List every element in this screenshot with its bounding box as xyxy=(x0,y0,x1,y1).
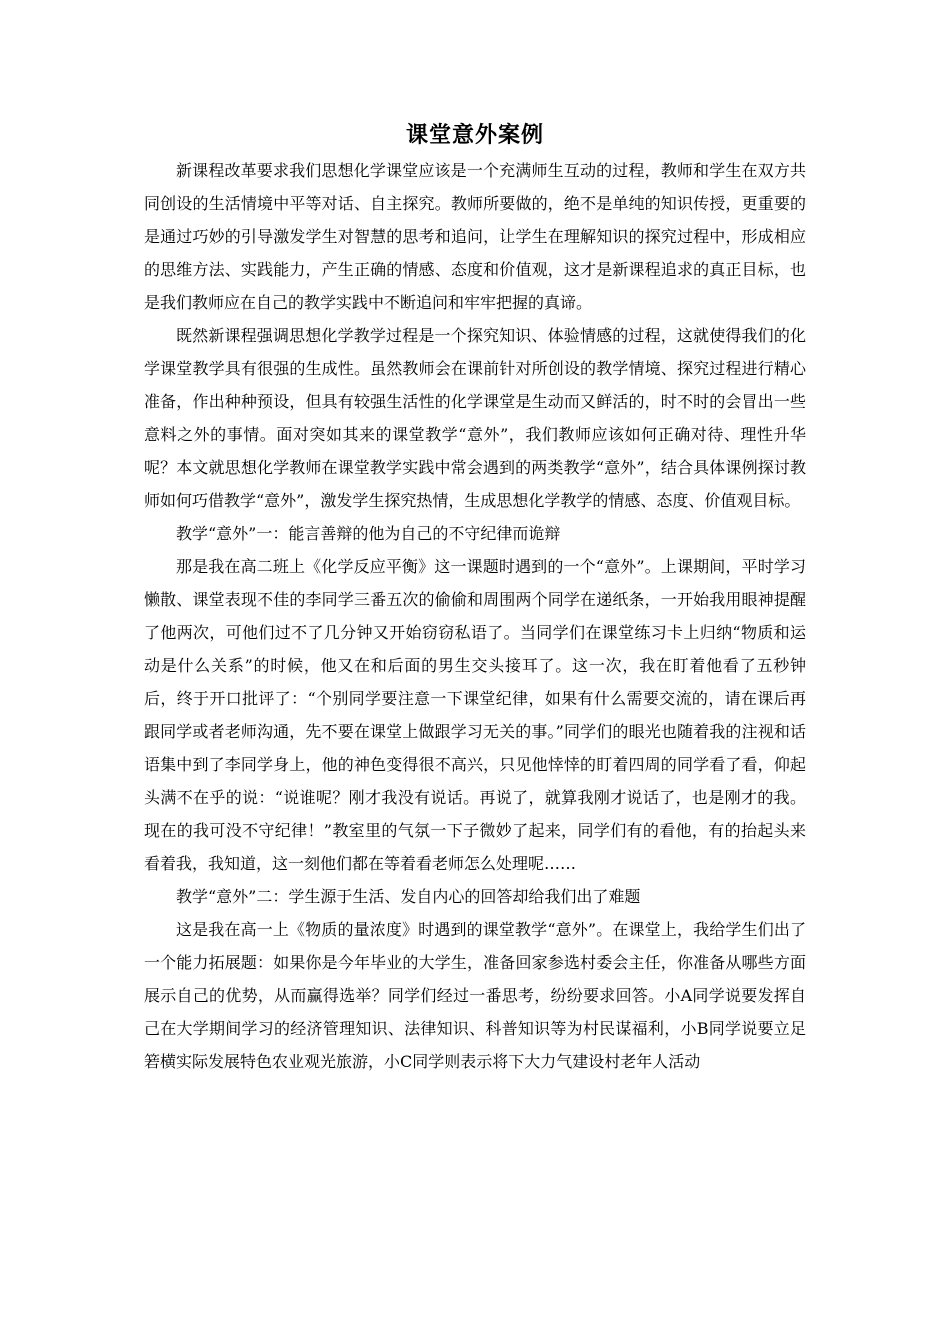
case-one-body: 那是我在高二班上《化学反应平衡》这一课题时遇到的一个“意外”。上课期间，平时学习懒散、课堂表现不佳的李同学三番五次的偷偷和周围两个同学在递纸条，一开始我用眼神提醒了他两次，可他们过不了几分钟又开始窃窃私语了。当同学们在课堂练习卡上归纳“物质和运动是什么关系”的时候，他又在和后面的男生交头接耳了。这一次，我在盯着他看了五秒钟后，终于开口批评了：“个别同学要注意一下课堂纪律，如果有什么需要交流的，请在课后再跟同学或者老师沟通，先不要在课堂上做跟学习无关的事。”同学们的眼光也随着我的注视和话语集中到了李同学身上，他的神色变得很不高兴，只见他悻悻的盯着四周的同学看了看，仰起头满不在乎的说：“说谁呢？刚才我没有说话。再说了，就算我刚才说话了，也是刚才的我。现在的我可没不守纪律！”教室里的气氛一下子微妙了起来，同学们有的看他，有的抬起头来看着我，我知道，这一刻他们都在等着看老师怎么处理呢…… xyxy=(144,557,806,873)
case-two-body: 这是我在高一上《物质的量浓度》时遇到的课堂教学“意外”。在课堂上，我给学生们出了一个能力拓展题：如果你是今年毕业的大学生，准备回家参选村委会主任，你准备从哪些方面展示自己的优势，从而赢得选举？同学们经过一番思考，纷纷要求回答。小A同学说要发挥自己在大学期间学习的经济管理知识、法律知识、科普知识等为村民谋福利，小B同学说要立足箬横实际发展特色农业观光旅游，小C同学则表示将下大力气建设村老年人活动 xyxy=(144,920,806,1071)
document-title: 课堂意外案例 xyxy=(405,122,544,148)
case-two-heading: 教学“意外”二：学生源于生活、发自内心的回答却给我们出了难题 xyxy=(176,887,641,906)
paragraph-background: 既然新课程强调思想化学教学过程是一个探究知识、体验情感的过程，这就使得我们的化学课堂教学具有很强的生成性。虽然教师会在课前针对所创设的教学情境、探究过程进行精心准备，作出种种预设，但具有较强生活性的化学课堂是生动而又鲜活的，时不时的会冒出一些意料之外的事情。面对突如其来的课堂教学“意外”，我们教师应该如何正确对待、理性升华呢？本文就思想化学教师在课堂教学实践中常会遇到的两类教学“意外”，结合具体课例探讨教师如何巧借教学“意外”，激发学生探究热情，生成思想化学教学的情感、态度、价值观目标。 xyxy=(144,326,806,510)
case-one-heading: 教学“意外”一：能言善辩的他为自己的不守纪律而诡辩 xyxy=(176,524,561,543)
paragraph-intro: 新课程改革要求我们思想化学课堂应该是一个充满师生互动的过程，教师和学生在双方共同创设的生活情境中平等对话、自主探究。教师所要做的，绝不是单纯的知识传授，更重要的是通过巧妙的引导激发学生对智慧的思考和追问，让学生在理解知识的探究过程中，形成相应的思维方法、实践能力，产生正确的情感、态度和价值观，这才是新课程追求的真正目标，也是我们教师应在自己的教学实践中不断追问和牢牢把握的真谛。 xyxy=(144,161,806,312)
document-page xyxy=(144,116,806,1078)
